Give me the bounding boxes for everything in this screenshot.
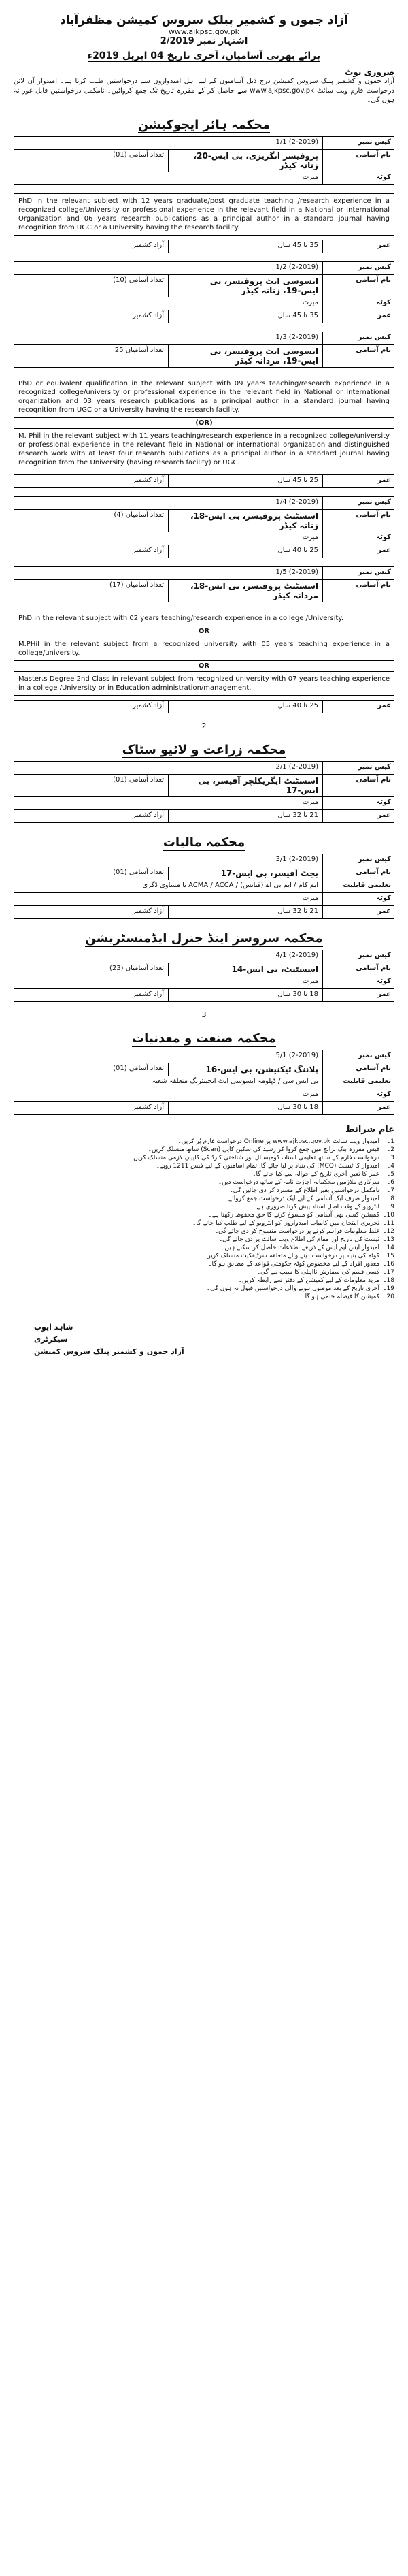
conditions-list (14, 1138, 394, 1301)
condition-item (14, 1203, 394, 1211)
page-number: 3 (201, 1010, 207, 1019)
posts-count: تعداد آسامیاں (23) (109, 965, 164, 972)
condition-number: 2۔ (386, 1146, 394, 1153)
condition-text: امیدوار صرف ایک آسامی کے لیے ایک درخواست جمع کروائے۔ (224, 1195, 379, 1202)
condition-item (14, 1187, 394, 1195)
org-name: آزاد جموں و کشمیر پبلک سروس کمیشن مظفرآباد (59, 14, 349, 27)
post-title: پروفیسر انگریزی، بی ایس-20، زنانہ کیڈر (168, 150, 322, 172)
condition-text: امیدوار کا ٹیسٹ (MCQ) کی بنیاد پر لیا جائے گا، تمام اسامیوں کے لیے فیس 1211 روپے۔ (156, 1163, 379, 1170)
post-block: کیس نمبر (2-2019) 1/2 نام آسامی ایسوسی ایٹ پروفیسر، بی ایس-19، زنانہ کیڈر تعداد آسامی (10) کوٹہ میرٹ عمر 35 تا 45 سال آزاد کشمیر (14, 261, 394, 323)
condition-item (14, 1276, 394, 1285)
condition-item (14, 1154, 394, 1162)
condition-item (14, 1285, 394, 1293)
condition-number: 10۔ (383, 1212, 394, 1219)
post-block: کیس نمبر (2-2019) 2/1 نام آسامی اسسٹنٹ ایگریکلچر آفیسر، بی ایس-17 تعداد آسامی (01) کوٹہ میرٹ عمر 21 تا 32 سال آزاد کشمیر (14, 761, 394, 823)
post-block: عمر 25 تا 45 سال آزاد کشمیر (14, 474, 394, 488)
condition-text: کمیشن کا فیصلہ حتمی ہو گا۔ (301, 1293, 379, 1300)
post-title: اسسٹنٹ پروفیسر، بی ایس-18، مردانہ کیڈر (168, 580, 322, 602)
condition-number: 20۔ (383, 1293, 394, 1300)
header (14, 14, 394, 62)
condition-number: 13۔ (383, 1236, 394, 1243)
condition-number: 4۔ (386, 1163, 394, 1170)
posts-count: تعداد آسامی (01) (113, 1065, 164, 1072)
condition-item (14, 1268, 394, 1276)
department-heading: محکمہ سروسز اینڈ جنرل ایڈمنسٹریشن (85, 931, 323, 946)
post-title: ایسوسی ایٹ پروفیسر، بی ایس-19، زنانہ کیڈر (168, 275, 322, 297)
condition-text: سرکاری ملازمین محکمانہ اجازت نامہ کے ساتھ درخواست دیں۔ (218, 1179, 379, 1186)
website-url[interactable]: www.ajkpsc.gov.pk (168, 27, 240, 36)
post-block: کیس نمبر (2-2019) 1/4 نام آسامی اسسٹنٹ پروفیسر، بی ایس-18، زنانہ کیڈر تعداد آسامیاں (4) کوٹہ میرٹ عمر 25 تا 40 سال آزاد کشمیر (14, 496, 394, 558)
qualification-text: PhD in the relevant subject with 12 years graduate/post graduate teaching /research experience in a recognized college/University or professional experience in the relevant field in a National or International Organization and 06 years research publications as a principal author in a standard journal having recognition from UGC or a University having the research facility. (14, 193, 394, 236)
advertisement-number: اشتہار نمبر 2/2019 (160, 36, 248, 46)
condition-item (14, 1236, 394, 1244)
condition-text: مزید معلومات کے لیے کمیشن کے دفتر سے رابطہ کریں۔ (238, 1277, 379, 1284)
posts-count: تعداد آسامیاں (4) (114, 511, 164, 519)
condition-number: 19۔ (383, 1285, 394, 1292)
condition-text: امیدوار ایس ایم ایس کے ذریعے اطلاعات حاصل کر سکتے ہیں۔ (221, 1244, 379, 1251)
condition-text: انٹرویو کے وقت اصل اسناد پیش کرنا ضروری ہے۔ (253, 1204, 379, 1210)
condition-number: 12۔ (383, 1228, 394, 1235)
condition-number: 15۔ (383, 1253, 394, 1259)
signatory-name: شاہد ایوب (34, 1323, 73, 1332)
posts-count: تعداد آسامی (01) (113, 869, 164, 876)
post-block: کیس نمبر (2-2019) 1/5 نام آسامی اسسٹنٹ پروفیسر، بی ایس-18، مردانہ کیڈر تعداد آسامیاں (17) (14, 566, 394, 602)
condition-text: درخواست فارم کے ساتھ تعلیمی اسناد، ڈومیسائل اور شناختی کارڈ کی کاپیاں لازمی منسلک کریں۔ (129, 1155, 379, 1161)
condition-text: عمر کا تعین آخری تاریخ کے حوالہ سے کیا جائے گا۔ (252, 1171, 379, 1178)
condition-number: 9۔ (386, 1204, 394, 1210)
department-heading: محکمہ مالیات (163, 835, 245, 850)
post-title: اسسٹنٹ ایگریکلچر آفیسر، بی ایس-17 (168, 775, 322, 796)
condition-text: امیدوار ویب سائٹ www.ajkpsc.gov.pk پر Online درخواست فارم پُر کریں۔ (177, 1138, 379, 1145)
condition-number: 16۔ (383, 1261, 394, 1268)
advertisement-subtitle: برائے بھرتی آسامیاں، آخری تاریخ 04 اپریل 2019ء (87, 50, 321, 61)
condition-item (14, 1195, 394, 1203)
post-block: کیس نمبر (2-2019) 5/1 نام آسامی پلاننگ ٹیکنیشن، بی ایس-16 تعداد آسامی (01) تعلیمی قابلیت بی ایس سی / ڈپلومہ ایسوسی ایٹ انجینئرنگ متعلقہ شعبہ کوٹہ میرٹ عمر 18 تا 30 سال آزاد کشمیر (14, 1050, 394, 1115)
condition-item (14, 1138, 394, 1146)
condition-text: غلط معلومات فراہم کرنے پر درخواست منسوخ کر دی جائے گی۔ (214, 1228, 379, 1235)
qualification-text: M.PHil in the relevant subject from a recognized university with 05 years teaching experience in a college/university. (14, 637, 394, 661)
post-block: عمر 25 تا 40 سال آزاد کشمیر (14, 700, 394, 713)
post-title: اسسٹنٹ پروفیسر، بی ایس-18، زنانہ کیڈر (168, 510, 322, 532)
condition-text: تحریری امتحان میں کامیاب امیدواروں کو انٹرویو کے لیے طلب کیا جائے گا۔ (192, 1220, 379, 1227)
condition-number: 14۔ (383, 1244, 394, 1251)
or-separator: OR (198, 628, 210, 635)
condition-item (14, 1227, 394, 1236)
department-heading: محکمہ ہائر ایجوکیشن (137, 118, 271, 132)
post-block: کیس نمبر (2-2019) 1/1 نام آسامی پروفیسر انگریزی، بی ایس-20، زنانہ کیڈر تعداد آسامی (01) کوٹہ میرٹ (14, 136, 394, 185)
condition-item (14, 1146, 394, 1154)
signatory-designation: سیکرٹری (34, 1335, 68, 1344)
condition-number: 17۔ (383, 1269, 394, 1276)
condition-text: کسی قسم کی سفارش نااہلی کا سبب بنے گی۔ (256, 1269, 379, 1276)
condition-text: فیس مقررہ بنک برانچ میں جمع کروا کر رسید کی سکین کاپی (Scan) ساتھ منسلک کریں۔ (148, 1146, 379, 1153)
conditions-title: عام شرائط (345, 1125, 394, 1135)
condition-item (14, 1178, 394, 1187)
condition-number: 5۔ (386, 1171, 394, 1178)
post-block: کیس نمبر (2-2019) 4/1 نام آسامی اسسٹنٹ، بی ایس-14 تعداد آسامیاں (23) کوٹہ میرٹ عمر 18 تا 30 سال آزاد کشمیر (14, 950, 394, 1002)
qualification-text: PhD in the relevant subject with 02 years teaching/research experience in a college /University. (14, 611, 394, 626)
condition-item (14, 1219, 394, 1227)
posts-count: تعداد آسامیاں (17) (109, 581, 164, 589)
qualification-text: M. Phil in the relevant subject with 11 years teaching/research experience in a recognized college/university or professional experience in the relevant field in National or international organization and distinguished research work with at least four research publications as a principal author in a standard journal having recognition from the University (having research facility) or UGC. (14, 428, 394, 470)
condition-item (14, 1162, 394, 1170)
signatory-org: آزاد جموں و کشمیر پبلک سروس کمیشن (34, 1347, 184, 1356)
condition-item (14, 1260, 394, 1268)
condition-number: 8۔ (386, 1195, 394, 1202)
department-heading: محکمہ صنعت و معدنیات (132, 1031, 276, 1046)
condition-number: 18۔ (383, 1277, 394, 1284)
or-separator: (OR) (195, 419, 213, 427)
condition-text: آخری تاریخ کے بعد موصول ہونے والی درخواستیں قبول نہ ہوں گی۔ (206, 1285, 379, 1292)
condition-item (14, 1211, 394, 1219)
condition-text: ٹیسٹ کی تاریخ اور مقام کی اطلاع ویب سائٹ پر دی جائے گی۔ (218, 1236, 379, 1243)
condition-number: 6۔ (386, 1179, 394, 1186)
condition-item (14, 1244, 394, 1252)
condition-number: 7۔ (386, 1187, 394, 1194)
post-title: اسسٹنٹ، بی ایس-14 (168, 963, 322, 976)
posts-count: تعداد آسامی (01) (113, 151, 164, 159)
note-title: ضروری نوٹ (345, 67, 394, 77)
qualification-text: Master,s Degree 2nd Class in relevant subject from recognized university with 07 years teaching experience in a college /University or in Education administration/management. (14, 671, 394, 696)
condition-number: 11۔ (383, 1220, 394, 1227)
post-title: ایسوسی ایٹ پروفیسر، بی ایس-19، مردانہ کیڈر (168, 345, 322, 367)
post-block: کیس نمبر (2-2019) 1/3 نام آسامی ایسوسی ایٹ پروفیسر، بی ایس-19، مردانہ کیڈر تعداد آسامیاں 25 (14, 332, 394, 368)
condition-item (14, 1293, 394, 1301)
condition-text: کوٹہ کی بنیاد پر درخواست دینے والے متعلقہ سرٹیفکیٹ منسلک کریں۔ (202, 1253, 379, 1259)
condition-number: 1۔ (386, 1138, 394, 1145)
posts-count: تعداد آسامی (10) (113, 276, 164, 284)
condition-text: کمیشن کسی بھی آسامی کو منسوخ کرنے کا حق محفوظ رکھتا ہے۔ (208, 1212, 379, 1219)
post-block: کیس نمبر (2-2019) 3/1 نام آسامی بجٹ آفیسر، بی ایس-17 تعداد آسامی (01) تعلیمی قابلیت ایم کام / ایم بی اے (فنانس) / ACMA / ACCA یا مساوی ڈگری کوٹہ میرٹ عمر 21 تا 32 سال آزاد کشمیر (14, 854, 394, 919)
signature-block (14, 1321, 394, 1358)
condition-item (14, 1252, 394, 1260)
department-heading: محکمہ زراعت و لائیو سٹاک (122, 743, 286, 757)
condition-text: نامکمل درخواستیں بغیر اطلاع کے مسترد کر دی جائیں گی۔ (229, 1187, 379, 1194)
qualification-text: PhD or equivalent qualification in the relevant subject with 09 years teaching/research experience in a recognized college/university or professional experience in the relevant field in National or international organization and 03 years research publications as a principal author in a standard journal having recognition from UGC or a University having the research facility. (14, 376, 394, 418)
condition-text: معذور افراد کے لیے مخصوص کوٹہ حکومتی قواعد کے مطابق ہو گا۔ (208, 1261, 379, 1268)
condition-item (14, 1170, 394, 1178)
page-number: 2 (201, 722, 207, 730)
or-separator: OR (198, 662, 210, 670)
post-title: بجٹ آفیسر، بی ایس-17 (168, 867, 322, 880)
intro-text: آزاد جموں و کشمیر پبلک سروس کمیشن درج ذیل آسامیوں کے لیے اہل امیدواروں سے درخواستیں طلب کرتا ہے۔ امیدوار آن لائن درخواست فارم ویب سائٹ www.ajkpsc.gov.pk سے حاصل کر کے مقررہ تاریخ تک جمع کروائیں۔ نامکمل درخواستیں قابل غور نہ ہوں گی۔ (14, 78, 394, 104)
post-title: پلاننگ ٹیکنیشن، بی ایس-16 (168, 1063, 322, 1076)
condition-number: 3۔ (386, 1155, 394, 1161)
posts-count: تعداد آسامیاں 25 (114, 347, 164, 354)
post-block: عمر 35 تا 45 سال آزاد کشمیر (14, 240, 394, 253)
posts-count: تعداد آسامی (01) (113, 776, 164, 784)
